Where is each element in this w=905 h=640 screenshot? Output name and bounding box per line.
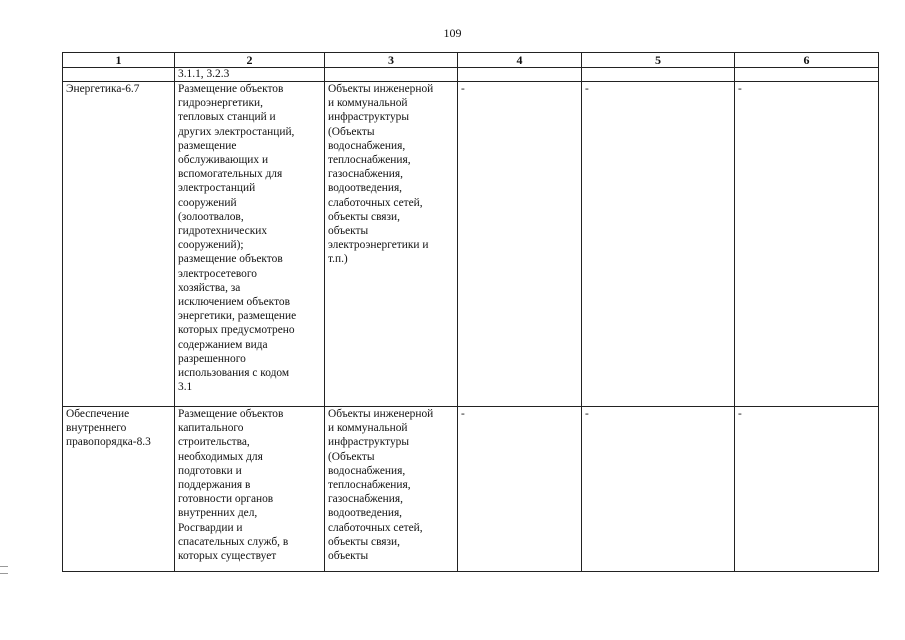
table-cell <box>325 68 458 82</box>
dash-value: - <box>738 83 742 95</box>
auxiliary-facilities: Объекты инженерной и коммунальной инфраструктуры (Объекты водоснабжения, теплоснабжения, газоснабжения, водоотведения, слаботочных сетей, объекты связи, объекты <box>328 408 434 563</box>
column-header-4: 4 <box>458 53 582 68</box>
page-number: 109 <box>443 26 462 40</box>
column-header-1: 1 <box>63 53 175 68</box>
continuation-row <box>63 68 879 82</box>
param-cell-5 <box>582 82 735 407</box>
land-use-description: Размещение объектов гидроэнергетики, тепловых станций и других электростанций, размещение обслуживающих и вспомогательных для электростанций сооружений (золоотвалов, гидротехнических сооружений); размещение объектов электросетевого хозяйства, за исключением объектов энергетики, размещение которых предусмотрено содержанием вида разрешенного использования с кодом 3.1 <box>178 83 297 394</box>
land-use-type: Энергетика-6.7 <box>66 83 140 95</box>
land-use-type-cell <box>63 407 175 572</box>
column-header-6: 6 <box>735 53 879 68</box>
table-cell <box>582 68 735 82</box>
table-cell <box>458 68 582 82</box>
facilities-cell <box>325 82 458 407</box>
table-cell <box>735 68 879 82</box>
facilities-cell <box>325 407 458 572</box>
scan-edge-mark <box>0 566 8 574</box>
land-use-type: Обеспечение внутреннего правопорядка-8.3 <box>66 408 151 449</box>
table-cell: 3.1.1, 3.2.3 <box>175 68 325 82</box>
param-cell-6 <box>735 407 879 572</box>
dash-value: - <box>585 83 589 95</box>
dash-value: - <box>738 408 742 420</box>
dash-value: - <box>461 408 465 420</box>
auxiliary-facilities: Объекты инженерной и коммунальной инфраструктуры (Объекты водоснабжения, теплоснабжения, газоснабжения, водоотведения, слаботочных сетей, объекты связи, объекты электроэнергетики и т.п.) <box>328 83 434 266</box>
header-row <box>63 53 879 68</box>
column-header-3: 3 <box>325 53 458 68</box>
dash-value: - <box>461 83 465 95</box>
description-cell <box>175 407 325 572</box>
column-header-2: 2 <box>175 53 325 68</box>
table-row <box>63 407 879 572</box>
param-cell-6 <box>735 82 879 407</box>
param-cell-4 <box>458 407 582 572</box>
land-use-description: Размещение объектов капитального строительства, необходимых для подготовки и поддержания в готовности органов внутренних дел, Росгвардии и спасательных служб, в которых существует <box>178 408 289 563</box>
description-cell <box>175 82 325 407</box>
land-use-type-cell <box>63 82 175 407</box>
dash-value: - <box>585 408 589 420</box>
table-row <box>63 82 879 407</box>
column-header-5: 5 <box>582 53 735 68</box>
param-cell-4 <box>458 82 582 407</box>
land-use-table <box>62 52 879 572</box>
param-cell-5 <box>582 407 735 572</box>
table-cell <box>63 68 175 82</box>
